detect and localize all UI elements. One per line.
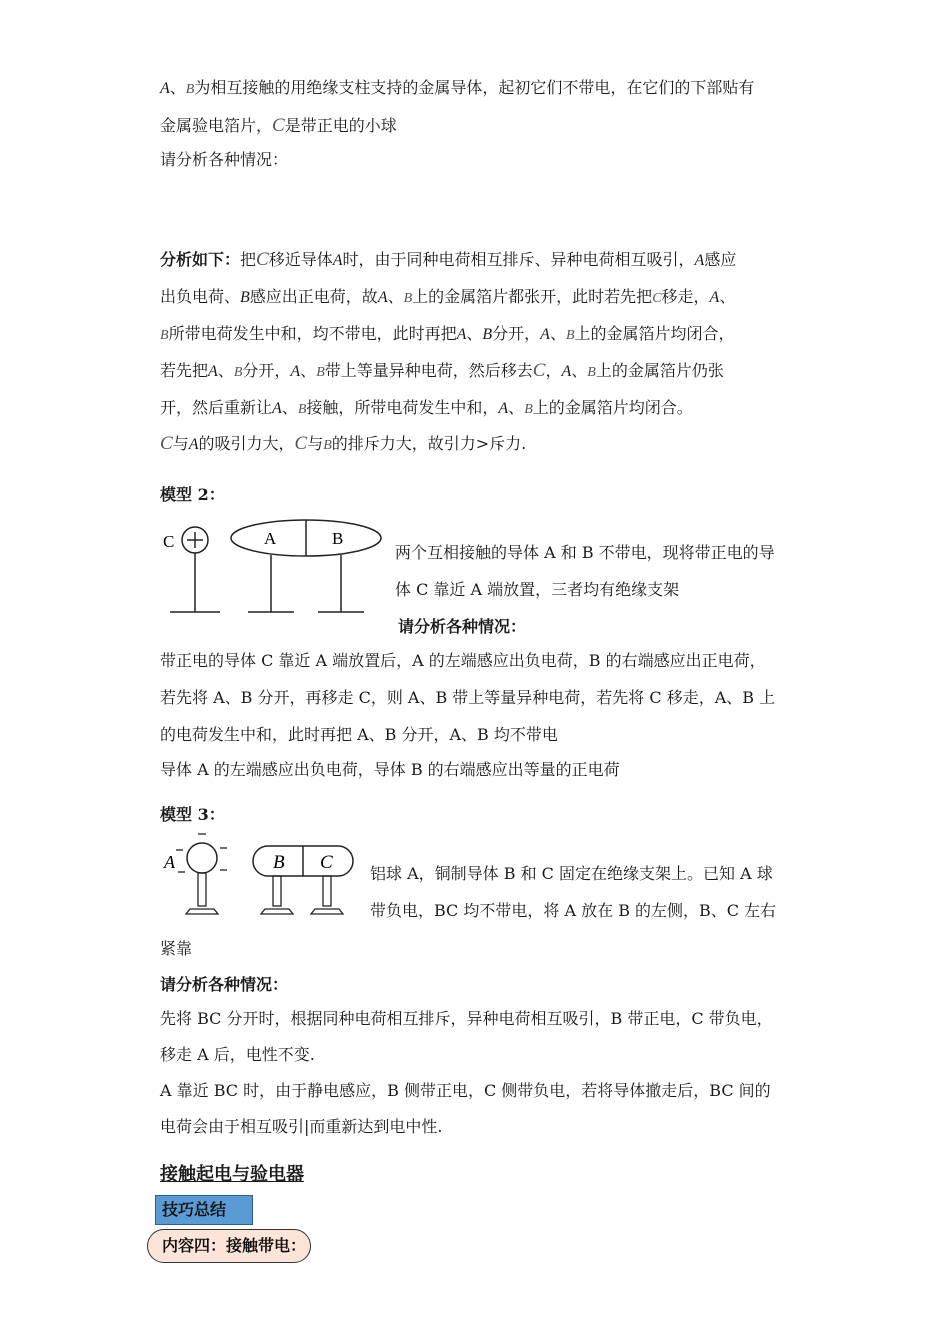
- model2-para-2: 若先将 A、B 分开，再移走 C，则 A、B 带上等量异种电荷，若先将 C 移走，A、B 上: [160, 688, 776, 707]
- var-c: C: [532, 360, 546, 381]
- text: 、: [300, 361, 317, 380]
- text: 与: [307, 434, 324, 453]
- text: 时，由于同种电荷相互排斥、异种电荷相互吸引，: [342, 250, 695, 269]
- intro-line-2: [160, 116, 397, 136]
- text: 上的金属箔片都张开，此时若先把: [412, 287, 653, 306]
- text: 、: [571, 361, 588, 380]
- model3-para-3: A 靠近 BC 时，由于静电感应，B 侧带正电，C 侧带负电，若将导体撤走后，BC 间的: [160, 1081, 771, 1100]
- text: 、: [508, 398, 525, 417]
- model3-heading: 模型 3：: [160, 805, 225, 824]
- text: 与: [172, 434, 189, 453]
- model2-para-4: 导体 A 的左端感应出负电荷，导体 B 的右端感应出等量的正电荷: [160, 760, 620, 779]
- var-a: A: [694, 252, 705, 269]
- text: 开，然后重新让: [160, 398, 273, 417]
- intro-prompt: 请分析各种情况：: [160, 150, 289, 169]
- var-a: A: [561, 363, 572, 380]
- label-a: A: [264, 529, 277, 548]
- model2-desc-2: 体 C 靠近 A 端放置，三者均有绝缘支架: [395, 580, 680, 599]
- text: ，: [545, 361, 562, 380]
- stand-c: [323, 876, 331, 906]
- stand-a: [198, 873, 206, 906]
- model2-para-1: 带正电的导体 C 靠近 A 端放置后，A 的左端感应出负电荷，B 的右端感应出正电荷，: [160, 651, 766, 670]
- text: 、: [217, 361, 234, 380]
- text: 、: [169, 78, 186, 97]
- var-a: A: [272, 400, 282, 417]
- text: 感应: [704, 250, 737, 269]
- label-b: B: [273, 852, 285, 873]
- var-b: B: [524, 402, 533, 417]
- model3-prompt: 请分析各种情况：: [160, 975, 289, 994]
- text: 上的金属箔片均闭合。: [532, 398, 693, 417]
- var-b: B: [316, 365, 325, 380]
- text: 出负电荷、: [160, 287, 241, 306]
- label-a: A: [164, 852, 175, 872]
- text: 是带正电的小球: [284, 116, 397, 135]
- text: 上的金属箔片仍张: [595, 361, 724, 380]
- model3-para-1: 先将 BC 分开时，根据同种电荷相互排斥，异种电荷相互吸引，B 带正电，C 带负电，: [160, 1009, 773, 1028]
- text: 接触，所带电荷发生中和，: [306, 398, 499, 417]
- text: 、: [387, 287, 404, 306]
- analysis-line-5: [160, 398, 693, 420]
- model3-diagram: [160, 828, 360, 920]
- text: 的吸引力大，: [198, 434, 295, 453]
- text: 的排斥力大，故引力>斥力.: [331, 434, 527, 453]
- text: 上的金属箔片均闭合，: [574, 324, 735, 343]
- base-c: [311, 909, 343, 914]
- content-label-pill: 内容四：接触带电：: [147, 1229, 311, 1263]
- var-b: B: [297, 402, 307, 417]
- var-a: A: [709, 289, 720, 306]
- var-a: A: [208, 363, 218, 380]
- analysis-line-1: [160, 250, 736, 271]
- base-b: [261, 909, 293, 914]
- model3-para-4: 电荷会由于相互吸引|而重新达到电中性.: [160, 1117, 443, 1136]
- var-b: B: [240, 289, 250, 306]
- var-c: C: [160, 433, 173, 454]
- model2-para-3: 的电荷发生中和，此时再把 A、B 分开，A、B 均不带电: [160, 725, 558, 744]
- model2-diagram: [160, 515, 390, 620]
- model3-desc-3: 紧靠: [160, 939, 193, 958]
- base-a: [186, 909, 218, 914]
- var-b: B: [565, 328, 575, 343]
- model3-para-2: 移走 A 后，电性不变.: [160, 1045, 315, 1064]
- var-a: A: [377, 289, 388, 306]
- text: 移近导体: [268, 250, 333, 269]
- analysis-line-3: [160, 324, 735, 346]
- analysis-line-2: [160, 287, 735, 309]
- text: 、: [719, 287, 736, 306]
- text: 带上等量异种电荷，然后移去: [324, 361, 533, 380]
- analysis-line-4: [160, 361, 724, 383]
- var-b: B: [482, 326, 493, 343]
- text: 为相互接触的用绝缘支柱支持的金属导体，起初它们不带电，在它们的下部贴有: [194, 78, 755, 97]
- var-c: C: [294, 433, 308, 454]
- text: 把: [240, 250, 257, 269]
- var-b: B: [403, 291, 413, 306]
- analysis-label: 分析如下：: [160, 250, 241, 269]
- text: 、: [549, 324, 566, 343]
- var-a: A: [188, 436, 199, 453]
- model2-heading: 模型 2：: [160, 485, 225, 504]
- var-b: B: [160, 328, 169, 343]
- section-title: 接触起电与验电器: [160, 1164, 304, 1185]
- var-a: A: [160, 80, 170, 97]
- tip-label-box: 技巧总结: [155, 1195, 253, 1225]
- label-c: C: [320, 852, 333, 873]
- model2-desc-1: 两个互相接触的导体 A 和 B 不带电，现将带正电的导: [395, 543, 775, 562]
- text: 若先把: [160, 361, 209, 380]
- var-a: A: [332, 252, 343, 269]
- text: 、: [281, 398, 298, 417]
- var-b: B: [587, 365, 596, 380]
- var-c: C: [652, 291, 662, 306]
- text: 移走，: [661, 287, 710, 306]
- text: 分开，: [242, 361, 291, 380]
- text: 感应出正电荷，故: [249, 287, 378, 306]
- model3-desc-2: 带负电，BC 均不带电，将 A 放在 B 的左侧，B、C 左右: [370, 901, 777, 920]
- var-b: B: [323, 438, 332, 453]
- var-c: C: [256, 249, 269, 270]
- label-b: B: [332, 529, 344, 548]
- var-a: A: [456, 326, 467, 343]
- var-a: A: [290, 363, 301, 380]
- model3-desc-1: 铝球 A，铜制导体 B 和 C 固定在绝缘支架上。已知 A 球: [370, 864, 773, 883]
- text: 、: [466, 324, 483, 343]
- text: 所带电荷发生中和，均不带电，此时再把: [168, 324, 457, 343]
- label-c: C: [163, 532, 175, 551]
- stand-b: [273, 876, 281, 906]
- var-a: A: [540, 326, 550, 343]
- text: 金属验电箔片，: [160, 116, 273, 135]
- text: 分开，: [492, 324, 541, 343]
- sphere-a: [187, 843, 217, 873]
- var-b: B: [185, 82, 195, 97]
- model2-prompt: 请分析各种情况：: [398, 617, 527, 636]
- var-a: A: [498, 400, 509, 417]
- intro-line-1: [160, 78, 754, 100]
- var-b: B: [233, 365, 243, 380]
- analysis-line-6: [160, 434, 526, 456]
- var-c: C: [272, 115, 285, 136]
